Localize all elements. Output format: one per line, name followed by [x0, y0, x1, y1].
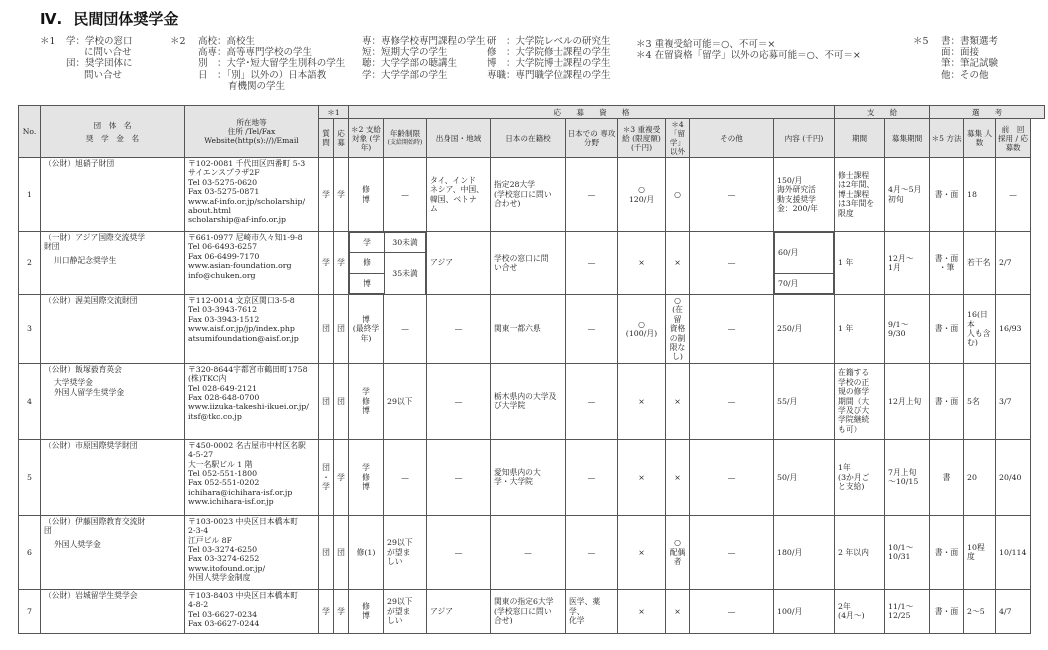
- cell-visa: ×: [666, 439, 690, 515]
- cell-org: [41, 439, 185, 515]
- cell-count: 20: [964, 439, 996, 515]
- cell-question: 団: [319, 363, 334, 439]
- note-2-col-2: 専：専修学校専門課程の学生 短：短期大学の学生 聴：大学学部の聴講生 学：大学学部の学生: [362, 36, 486, 81]
- header-origin: 出身国・地域: [427, 119, 491, 158]
- cell-age: 29以下: [384, 363, 427, 439]
- cell-recruit: 12月～ 1月: [885, 232, 930, 295]
- cell-period: 在籍する 学校の正 規の修学 期間（大 学及び大 学院継続 も可）: [835, 363, 885, 439]
- cell-amount: 250/月: [774, 295, 835, 364]
- header-school: 日本の在籍校: [491, 119, 566, 158]
- cell-no: 4: [19, 363, 41, 439]
- age-35: 35未満: [385, 253, 426, 294]
- cell-no: 2: [19, 232, 41, 295]
- cell-recruit: 9/1～ 9/30: [885, 295, 930, 364]
- cell-other: —: [690, 439, 774, 515]
- header-field: 日本での 専攻分野: [566, 119, 618, 158]
- note-2-col-1: 高校：高校生 高専：高等専門学校の学生 別 ：大学･短大留学生別科の学生 日 ：「別」以外の）日本語教 育機関の学生: [198, 36, 346, 92]
- cell-origin: —: [427, 515, 491, 589]
- header-eligibility: 応 募 資 格: [349, 106, 835, 119]
- cell-prev: 4/7: [996, 589, 1031, 633]
- cell-question: 学: [319, 232, 334, 295]
- org-name: （公財）岩城留学生奨学会: [44, 590, 138, 600]
- cell-other: —: [690, 589, 774, 633]
- cell-address: 〒103-8403 中央区日本橋本町 4-8-2 Tel 03-6627-0234 Fax 03-6627-0244: [185, 589, 319, 633]
- header-no: No.: [19, 106, 41, 158]
- cell-apply: 団: [334, 515, 349, 589]
- table-row: [19, 232, 1045, 295]
- table-row: [19, 363, 1045, 439]
- cell-prev: 10/114: [996, 515, 1031, 589]
- cell-apply: 学: [334, 439, 349, 515]
- cell-duplicate: ○ 120/月: [618, 158, 666, 232]
- cell-origin: アジア: [427, 232, 491, 295]
- cell-visa: ×: [666, 589, 690, 633]
- header-period: 期間: [835, 119, 885, 158]
- cell-prev: 3/7: [996, 363, 1031, 439]
- cell-period: 1年 (3か月ご と支給): [835, 439, 885, 515]
- header-age: 年齢制限 (支給開始時): [384, 119, 427, 158]
- cell-target: 学 修 博: [349, 363, 384, 439]
- table-row: [19, 589, 1045, 633]
- org-name: （一財）アジア国際交流奨学 財団: [44, 233, 146, 252]
- cell-field: —: [566, 439, 618, 515]
- section-number: Ⅳ.: [40, 10, 63, 28]
- cell-duplicate: ×: [618, 363, 666, 439]
- cell-field: —: [566, 295, 618, 364]
- cell-duplicate: ×: [618, 439, 666, 515]
- cell-method: 書・面: [930, 589, 964, 633]
- cell-visa: ×: [666, 232, 690, 295]
- cell-visa: ○ 配偶 者: [666, 515, 690, 589]
- header-duplicate: ＊3 重複受給 (限度額) (千円): [618, 119, 666, 158]
- cell-amount: [774, 232, 835, 295]
- cell-count: 18: [964, 158, 996, 232]
- cell-period: 1 年: [835, 295, 885, 364]
- amount-1: 60/月: [775, 233, 834, 274]
- header-amount: 内容 (千円): [774, 119, 835, 158]
- header-org: 団 体 名 奨 学 金 名: [41, 106, 185, 158]
- cell-apply: 団: [334, 363, 349, 439]
- cell-field: 医学、薬学、 化学: [566, 589, 618, 633]
- cell-duplicate: ○ (100/月): [618, 295, 666, 364]
- cell-origin: —: [427, 363, 491, 439]
- cell-target: 学 修 博: [349, 439, 384, 515]
- cell-school: 学校の窓口に問 い合せ: [491, 232, 566, 295]
- cell-visa: ○: [666, 158, 690, 232]
- cell-amount: 100/月: [774, 589, 835, 633]
- age-30: 30未満: [385, 233, 426, 253]
- cell-no: 1: [19, 158, 41, 232]
- cell-prev: 16/93: [996, 295, 1031, 364]
- cell-address: 〒112-0014 文京区関口3-5-8 Tel 03-3943-7612 Fax 03-3943-1512 www.aisf.or.jp/jp/index.php atsumifoundation@aisf.or.jp: [185, 295, 319, 364]
- cell-address: 〒661-0977 尼崎市久々知1-9-8 Tel 06-6493-6257 Fax 06-6499-7170 www.asian-foundation.org info@chuken.org: [185, 232, 319, 295]
- cell-origin: —: [427, 295, 491, 364]
- cell-period: 修士課程 は2年間、 博士課程 は3年間を 限度: [835, 158, 885, 232]
- cell-target: 修 博: [349, 158, 384, 232]
- note-1: ＊1 学：学校の窓口 に問い合せ 団：奨学団体に 問い合せ: [40, 36, 133, 81]
- header-selection: 選 考: [930, 106, 1045, 119]
- table-row: [19, 439, 1045, 515]
- cell-amount: 55/月: [774, 363, 835, 439]
- cell-method: 書・面: [930, 158, 964, 232]
- header-count: 募集 人数: [964, 119, 996, 158]
- cell-age: —: [384, 439, 427, 515]
- org-name: （公財）渥美国際交流財団: [44, 296, 138, 305]
- table-row: [19, 158, 1045, 232]
- cell-school: 関東の指定6大学 (学校窓口に問い 合せ): [491, 589, 566, 633]
- cell-org: [41, 589, 185, 633]
- cell-target-age: [349, 232, 427, 295]
- cell-age: —: [384, 158, 427, 232]
- cell-other: —: [690, 363, 774, 439]
- cell-org: [41, 515, 185, 589]
- cell-count: 10程度: [964, 515, 996, 589]
- cell-amount: 150/月 海外研究活 動支援奨学 金：200/年: [774, 158, 835, 232]
- cell-prev: 2/7: [996, 232, 1031, 295]
- table-row: [19, 515, 1045, 589]
- cell-address: 〒103-0023 中央区日本橋本町 2-3-4 江戸ビル 8F Tel 03-3274-6250 Fax 03-3274-6252 www.itofound.or.jp/ 外国人奨学金制度: [185, 515, 319, 589]
- header-visa: ＊4 「留学」 以外: [666, 119, 690, 158]
- header-recruit: 募集期間: [885, 119, 930, 158]
- cell-school: 指定28大学 (学校窓口に問い 合わせ): [491, 158, 566, 232]
- note-3: ＊3 重複受給可能＝○、不可＝×: [636, 39, 776, 50]
- cell-other: —: [690, 295, 774, 364]
- cell-apply: 学: [334, 158, 349, 232]
- cell-question: 学: [319, 158, 334, 232]
- amount-2: 70/月: [775, 274, 834, 294]
- cell-recruit: 4月～5月 初旬: [885, 158, 930, 232]
- cell-recruit: 7月上旬 ～10/15: [885, 439, 930, 515]
- org-name: （公財）伊藤国際教育交流財 団: [44, 516, 146, 536]
- cell-address: 〒102-0081 千代田区四番町 5-3 サイエンスプラザ2F Tel 03-5275-0620 Fax 03-5275-0871 www.af-info.or.jp/scholarship/ about.html scholarship@af-info.or.jp: [185, 158, 319, 232]
- cell-prev: 20/40: [996, 439, 1031, 515]
- cell-age: —: [384, 295, 427, 364]
- cell-question: 団 ・ 学: [319, 439, 334, 515]
- cell-method: 書・面: [930, 515, 964, 589]
- cell-period: 1 年: [835, 232, 885, 295]
- header-apply: 応募: [334, 119, 349, 158]
- cell-apply: 学: [334, 232, 349, 295]
- cell-field: —: [566, 515, 618, 589]
- cell-target: 修 博: [349, 589, 384, 633]
- cell-other: —: [690, 232, 774, 295]
- cell-method: 書: [930, 439, 964, 515]
- header-method: ＊5 方法: [930, 119, 964, 158]
- cell-recruit: 10/1～ 10/31: [885, 515, 930, 589]
- cell-school: —: [491, 515, 566, 589]
- cell-target: 博 (最終学 年): [349, 295, 384, 364]
- cell-origin: —: [427, 439, 491, 515]
- cell-field: —: [566, 232, 618, 295]
- target-gaku: 学: [350, 233, 385, 253]
- cell-count: 16(日本 人も含 む): [964, 295, 996, 364]
- header-address: 所在地等 住所 /Tel/Fax Website(http(s)://)/Email: [185, 106, 319, 158]
- cell-recruit: 12月上旬: [885, 363, 930, 439]
- header-note1: ＊1: [319, 106, 349, 119]
- scholarship-table: [18, 105, 1045, 634]
- cell-apply: 団: [334, 295, 349, 364]
- cell-other: —: [690, 515, 774, 589]
- cell-count: 若干名: [964, 232, 996, 295]
- cell-field: —: [566, 363, 618, 439]
- cell-no: 6: [19, 515, 41, 589]
- cell-school: 愛知県内の大 学・大学院: [491, 439, 566, 515]
- cell-age: 29以下 が望ま しい: [384, 515, 427, 589]
- header-other: その他: [690, 119, 774, 158]
- org-name: （公財）旭硝子財団: [44, 159, 115, 168]
- cell-period: 2 年以内: [835, 515, 885, 589]
- cell-origin: アジア: [427, 589, 491, 633]
- cell-duplicate: ×: [618, 232, 666, 295]
- note-2-mark: ＊2: [170, 36, 186, 47]
- cell-prev: —: [996, 158, 1031, 232]
- cell-count: 2～5: [964, 589, 996, 633]
- note-3-4: [636, 39, 861, 61]
- cell-origin: タイ、インド ネシア、中国、 韓国、ベトナ ム: [427, 158, 491, 232]
- cell-org: [41, 232, 185, 295]
- org-name: （公財）飯塚毅育英会: [44, 364, 122, 374]
- cell-address: 〒450-0002 名古屋市中村区名駅 4-5-27 大一名駅ビル 1 階 Tel 052-551-1800 Fax 052-551-0202 ichihara@ichihara-isf.or.jp www.ichihara-isf.or.jp: [185, 439, 319, 515]
- cell-method: 書・面: [930, 363, 964, 439]
- cell-field: —: [566, 158, 618, 232]
- cell-period: 2年 (4月～): [835, 589, 885, 633]
- header-question: 質問: [319, 119, 334, 158]
- cell-amount: 50/月: [774, 439, 835, 515]
- cell-visa: ×: [666, 363, 690, 439]
- cell-recruit: 11/1～ 12/25: [885, 589, 930, 633]
- cell-duplicate: ×: [618, 515, 666, 589]
- target-haku: 博: [350, 274, 385, 294]
- cell-org: [41, 363, 185, 439]
- cell-org: [41, 158, 185, 232]
- scholarship-name: 大学奨学金 外国人留学生奨学金: [54, 378, 125, 397]
- cell-method: 書・面 ・筆: [930, 232, 964, 295]
- cell-method: 書・面: [930, 295, 964, 364]
- cell-question: 団: [319, 515, 334, 589]
- scholarship-name: 外国人奨学金: [54, 539, 101, 549]
- cell-visa: ○ (在留 資格 の制 限な し): [666, 295, 690, 364]
- section-title: 民間団体奨学金: [73, 10, 179, 28]
- cell-school: 関東一都六県: [491, 295, 566, 364]
- cell-no: 3: [19, 295, 41, 364]
- cell-other: —: [690, 158, 774, 232]
- cell-no: 5: [19, 439, 41, 515]
- cell-apply: 学: [334, 589, 349, 633]
- target-shu: 修: [350, 253, 385, 274]
- note-5: ＊5 書：書類選考 面：面接 筆：筆記試験 他：その他: [913, 36, 999, 81]
- cell-question: 団: [319, 295, 334, 364]
- org-name: （公財）市原国際奨学財団: [44, 440, 138, 450]
- page-title: [40, 8, 178, 29]
- table-row: [19, 295, 1045, 364]
- cell-amount: 180/月: [774, 515, 835, 589]
- cell-count: 5名: [964, 363, 996, 439]
- cell-school: 栃木県内の大学及 び大学院: [491, 363, 566, 439]
- header-prev: 前 回 採用 / 応募数: [996, 119, 1031, 158]
- cell-address: 〒320-8644宇都宮市鶴田町1758 (株)TKC内 Tel 028-649-2121 Fax 028-648-0700 www.iizuka-takeshi-ikuei.or.jp/ itsf@tkc.co.jp: [185, 363, 319, 439]
- header-support: 支 給: [835, 106, 930, 119]
- cell-age: 29以下 が望ま しい: [384, 589, 427, 633]
- cell-duplicate: ×: [618, 589, 666, 633]
- note-2-col-3: 研 ：大学院レベルの研究生 修 ：大学院修士課程の学生 博 ：大学院博士課程の学生 専職：専門職学位課程の学生: [487, 36, 611, 81]
- cell-question: 学: [319, 589, 334, 633]
- scholarship-name: 川口静記念奨学生: [54, 255, 117, 265]
- cell-target: 修(1): [349, 515, 384, 589]
- cell-no: 7: [19, 589, 41, 633]
- header-target: ＊2 支給対象 (学年): [349, 119, 384, 158]
- cell-org: [41, 295, 185, 364]
- note-4: ＊4 在留資格「留学」以外の応募可能＝○、不可＝×: [636, 50, 861, 62]
